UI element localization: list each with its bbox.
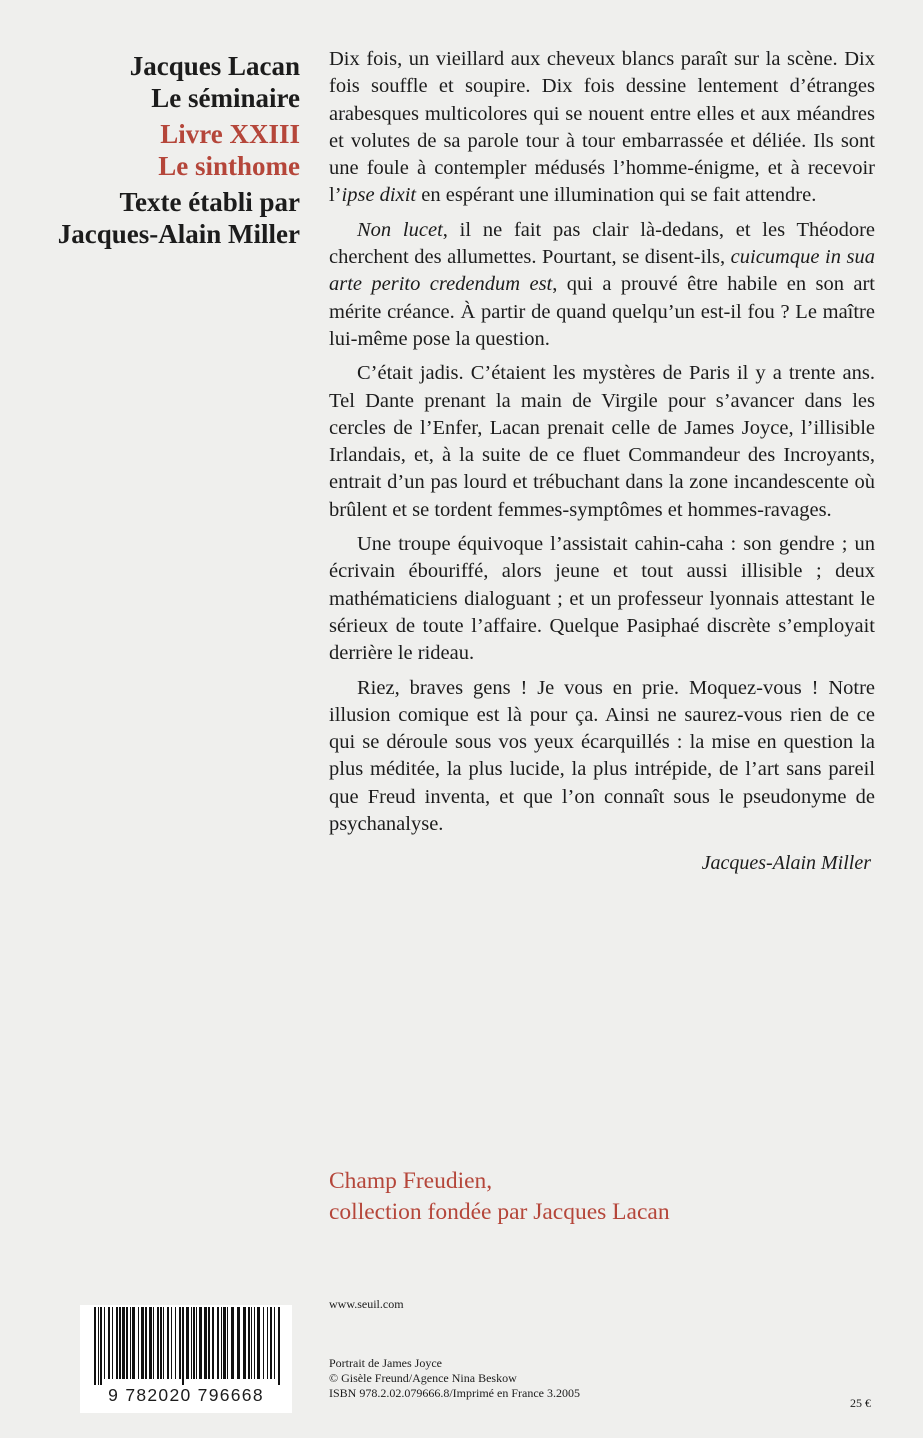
barcode-bar: [108, 1307, 110, 1379]
isbn-barcode: [80, 1305, 292, 1413]
barcode-bar: [274, 1307, 275, 1379]
barcode-bar: [270, 1307, 272, 1379]
barcode-bar: [132, 1307, 135, 1379]
series-title: Le séminaire: [151, 83, 300, 113]
credits-block: [329, 1356, 580, 1401]
collection-note: [329, 1166, 670, 1228]
book-subtitle: Le sinthome: [158, 151, 300, 181]
blurb-paragraph: Dix fois, un vieillard aux cheveux blancs paraît sur la scène. Dix fois souffle et soupire. Dix fois dessine lentement d’étranges arabesques multicolores qui se nouent entre elles et aux méandres et volutes de sa parole tour à tour embarrassée et déliée. Ils sont une foule à contempler médusés l’homme-énigme, et à recevoir l’ipse dixit en espérant une illumination qui se fait attendre.: [329, 48, 875, 207]
barcode-bar: [267, 1307, 268, 1379]
barcode-bar: [208, 1307, 210, 1379]
barcode-bar: [243, 1307, 246, 1379]
barcode-bar: [199, 1307, 202, 1379]
blurb-paragraph: C’était jadis. C’étaient les mystères de Paris il y a trente ans. Tel Dante prenant la main de Virgile pour s’avancer dans les cercles de l’Enfer, Lacan prenait celle de James Joyce, l’illisible Irlandais, et, à la suite de ce fluet Commandeur des Incroyants, entrait d’un pas lourd et trébuchant dans la zone incandescente où brûlent et se tordent femmes-symptômes et hommes-ravages.: [329, 362, 875, 521]
barcode-bar: [193, 1307, 195, 1379]
barcode-bars: [80, 1305, 292, 1385]
barcode-bar: [223, 1307, 226, 1379]
barcode-bar: [182, 1307, 184, 1385]
barcode-bar: [141, 1307, 144, 1379]
volume-title: Livre XXIII: [160, 119, 300, 149]
photo-agency: © Gisèle Freund/Agence Nina Beskow: [329, 1371, 517, 1385]
blurb-paragraph: Une troupe équivoque l’assistait cahin-caha : son gendre ; un écrivain ébouriffé, alors jeune et tout aussi illisible ; deux mathématiciens dialoguant ; et un professeur lyonnais attestant le sérieux de toute l’affaire. Quelque Pasiphaé discrète s’employait derrière le rideau.: [329, 533, 875, 665]
barcode-bar: [130, 1307, 131, 1379]
barcode-bar: [100, 1307, 102, 1385]
barcode-bar: [104, 1307, 105, 1379]
barcode-bar: [263, 1307, 264, 1379]
barcode-bar: [153, 1307, 154, 1379]
barcode-bar: [171, 1307, 172, 1379]
barcode-bar: [196, 1307, 197, 1379]
editor-line-1: Texte établi par: [119, 187, 300, 217]
editor-line-2: Jacques-Alain Miller: [57, 219, 300, 249]
blurb-text: [329, 46, 875, 845]
barcode-bar: [251, 1307, 252, 1379]
barcode-bar: [248, 1307, 250, 1379]
barcode-bar: [231, 1307, 234, 1379]
barcode-bar: [163, 1307, 164, 1379]
photo-credit: Portrait de James Joyce: [329, 1356, 442, 1370]
barcode-bar: [179, 1307, 181, 1379]
price-tag: 25 €: [850, 1396, 871, 1410]
barcode-bar: [98, 1307, 99, 1385]
barcode-bar: [122, 1307, 125, 1379]
collection-line-2: collection fondée par Jacques Lacan: [329, 1199, 670, 1225]
barcode-bar: [212, 1307, 214, 1379]
collection-line-1: Champ Freudien,: [329, 1168, 493, 1194]
barcode-bar: [221, 1307, 222, 1379]
barcode-bar: [116, 1307, 118, 1379]
title-block: [40, 50, 300, 250]
barcode-bar: [167, 1307, 169, 1379]
barcode-bar: [237, 1307, 240, 1379]
barcode-bar: [145, 1307, 147, 1379]
barcode-bar: [157, 1307, 159, 1379]
blurb-signature: Jacques-Alain Miller: [701, 852, 871, 874]
barcode-bar: [112, 1307, 113, 1379]
barcode-bar: [126, 1307, 128, 1379]
barcode-bar: [138, 1307, 139, 1379]
barcode-bar: [175, 1307, 176, 1379]
barcode-bar: [204, 1307, 207, 1379]
barcode-bar: [278, 1307, 280, 1385]
isbn-line: ISBN 978.2.02.079666.8/Imprimé en France 3.2005: [329, 1386, 580, 1400]
barcode-bar: [227, 1307, 228, 1379]
barcode-bar: [119, 1307, 121, 1379]
barcode-bar: [191, 1307, 192, 1379]
barcode-bar: [160, 1307, 162, 1379]
barcode-bar: [149, 1307, 152, 1379]
barcode-bar: [94, 1307, 96, 1385]
barcode-bar: [254, 1307, 255, 1379]
barcode-bar: [257, 1307, 260, 1379]
author-name: Jacques Lacan: [129, 51, 300, 81]
barcode-digits: 9 782020 796668: [108, 1385, 264, 1405]
barcode-bar: [217, 1307, 219, 1379]
barcode-bar: [186, 1307, 189, 1379]
publisher-website: www.seuil.com: [329, 1297, 404, 1311]
blurb-paragraph: Non lucet, il ne fait pas clair là-dedans, et les Théodore cherchent des allumettes. Pourtant, se disent-ils, cuicumque in sua arte perito credendum est, qui a prouvé être habile en son art mérite créance. À partir de quand quelqu’un est-il fou ? Le maître lui-même pose la question.: [329, 218, 875, 350]
blurb-paragraph: Riez, braves gens ! Je vous en prie. Moquez-vous ! Notre illusion comique est là pour ça. Ainsi ne saurez-vous rien de ce qui se déroule sous vos yeux écarquillés : la mise en question la plus méditée, la plus lucide, la plus intrépide, de l’art sans pareil que Freud inventa, et que l’on connaît sous le pseudonyme de psychanalyse.: [329, 676, 875, 836]
